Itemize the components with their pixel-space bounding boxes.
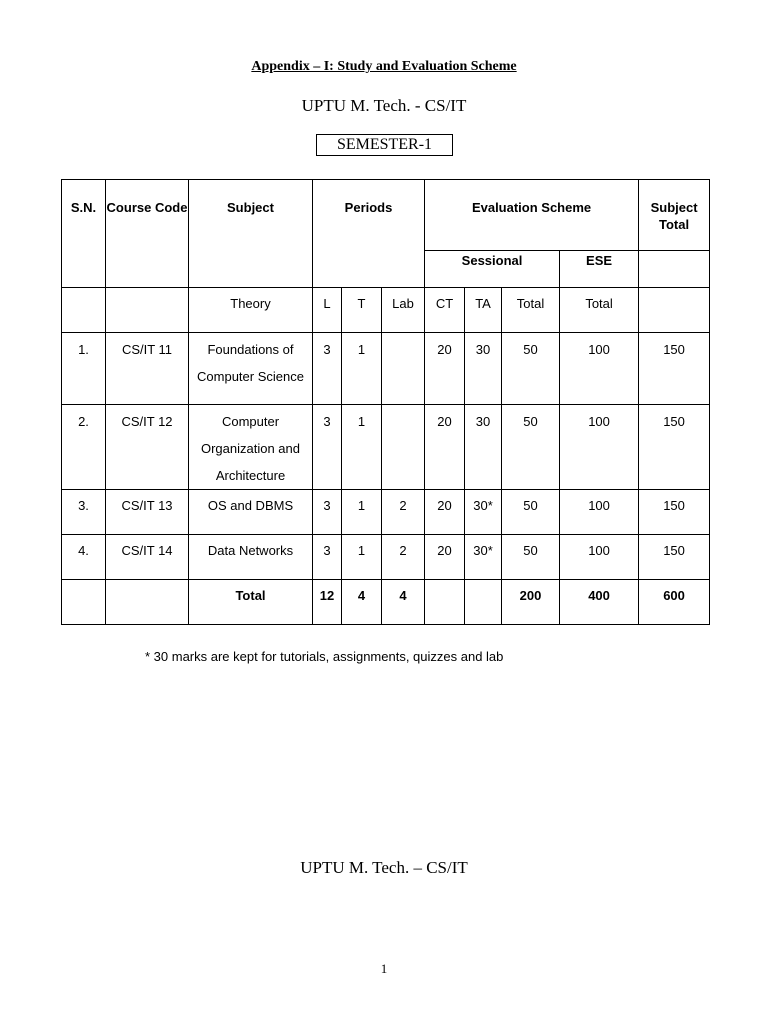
appendix-title: Appendix – I: Study and Evaluation Scheme — [251, 59, 517, 74]
header-l: L — [313, 288, 342, 333]
cell-t: 1 — [342, 333, 382, 405]
empty-cell — [639, 288, 710, 333]
cell-l: 3 — [313, 405, 342, 490]
cell-ese-total: 100 — [560, 490, 639, 535]
cell-subject-total: 150 — [639, 333, 710, 405]
column-labels-row — [62, 288, 710, 333]
header-sn: S.N. — [62, 180, 106, 288]
course-title-repeat: UPTU M. Tech. – CS/IT — [300, 858, 468, 877]
cell-sessional-total: 50 — [502, 535, 560, 580]
footnote: * 30 marks are kept for tutorials, assignments, quizzes and lab — [145, 649, 504, 664]
cell-ese-total: 100 — [560, 535, 639, 580]
total-subject: 600 — [639, 580, 710, 625]
total-t: 4 — [342, 580, 382, 625]
cell-l: 3 — [313, 333, 342, 405]
total-ese: 400 — [560, 580, 639, 625]
cell-sessional-total: 50 — [502, 333, 560, 405]
empty-cell — [425, 580, 465, 625]
cell-ese-total: 100 — [560, 405, 639, 490]
cell-subject: Computer Organization and Architecture — [189, 405, 313, 490]
total-lab: 4 — [382, 580, 425, 625]
cell-lab: 2 — [382, 535, 425, 580]
header-periods: Periods — [313, 180, 425, 288]
cell-ta: 30* — [465, 535, 502, 580]
header-ese: ESE — [560, 251, 639, 288]
cell-lab — [382, 405, 425, 490]
empty-cell — [465, 580, 502, 625]
header-lab: Lab — [382, 288, 425, 333]
cell-sessional-total: 50 — [502, 490, 560, 535]
empty-cell — [62, 580, 106, 625]
empty-cell — [106, 288, 189, 333]
cell-lab: 2 — [382, 490, 425, 535]
empty-cell — [62, 288, 106, 333]
table-row — [62, 405, 710, 490]
header-evaluation-scheme: Evaluation Scheme — [425, 180, 639, 251]
cell-sessional-total: 50 — [502, 405, 560, 490]
page-number: 1 — [380, 961, 388, 976]
cell-sn: 1. — [62, 333, 106, 405]
cell-ct: 20 — [425, 490, 465, 535]
cell-ta: 30* — [465, 490, 502, 535]
cell-course-code: CS/IT 14 — [106, 535, 189, 580]
cell-ct: 20 — [425, 405, 465, 490]
header-row — [62, 180, 710, 251]
table-row — [62, 490, 710, 535]
header-course-code: Course Code — [106, 180, 189, 288]
cell-subject-total: 150 — [639, 405, 710, 490]
total-row — [62, 580, 710, 625]
cell-sn: 2. — [62, 405, 106, 490]
header-sessional: Sessional — [425, 251, 560, 288]
header-subject: Subject — [189, 180, 313, 288]
cell-subject: Data Networks — [189, 535, 313, 580]
cell-subject: OS and DBMS — [189, 490, 313, 535]
header-sessional-total: Total — [502, 288, 560, 333]
course-title: UPTU M. Tech. - CS/IT — [301, 96, 467, 115]
header-subject-total: Subject Total — [639, 180, 710, 251]
cell-t: 1 — [342, 490, 382, 535]
cell-ct: 20 — [425, 535, 465, 580]
cell-course-code: CS/IT 12 — [106, 405, 189, 490]
cell-sn: 3. — [62, 490, 106, 535]
total-label: Total — [189, 580, 313, 625]
cell-t: 1 — [342, 405, 382, 490]
cell-subject: Foundations of Computer Science — [189, 333, 313, 405]
cell-subject-total: 150 — [639, 535, 710, 580]
cell-ct: 20 — [425, 333, 465, 405]
cell-sn: 4. — [62, 535, 106, 580]
cell-l: 3 — [313, 535, 342, 580]
header-ta: TA — [465, 288, 502, 333]
empty-cell — [106, 580, 189, 625]
table-row — [62, 535, 710, 580]
header-t: T — [342, 288, 382, 333]
total-l: 12 — [313, 580, 342, 625]
cell-ta: 30 — [465, 333, 502, 405]
cell-subject-total: 150 — [639, 490, 710, 535]
header-theory: Theory — [189, 288, 313, 333]
empty-cell — [639, 251, 710, 288]
cell-course-code: CS/IT 13 — [106, 490, 189, 535]
cell-ta: 30 — [465, 405, 502, 490]
table-row — [62, 333, 710, 405]
cell-ese-total: 100 — [560, 333, 639, 405]
total-sessional: 200 — [502, 580, 560, 625]
cell-t: 1 — [342, 535, 382, 580]
semester-label: SEMESTER-1 — [316, 134, 453, 156]
cell-lab — [382, 333, 425, 405]
cell-l: 3 — [313, 490, 342, 535]
evaluation-scheme-table — [61, 179, 710, 625]
header-ct: CT — [425, 288, 465, 333]
cell-course-code: CS/IT 11 — [106, 333, 189, 405]
header-ese-total: Total — [560, 288, 639, 333]
